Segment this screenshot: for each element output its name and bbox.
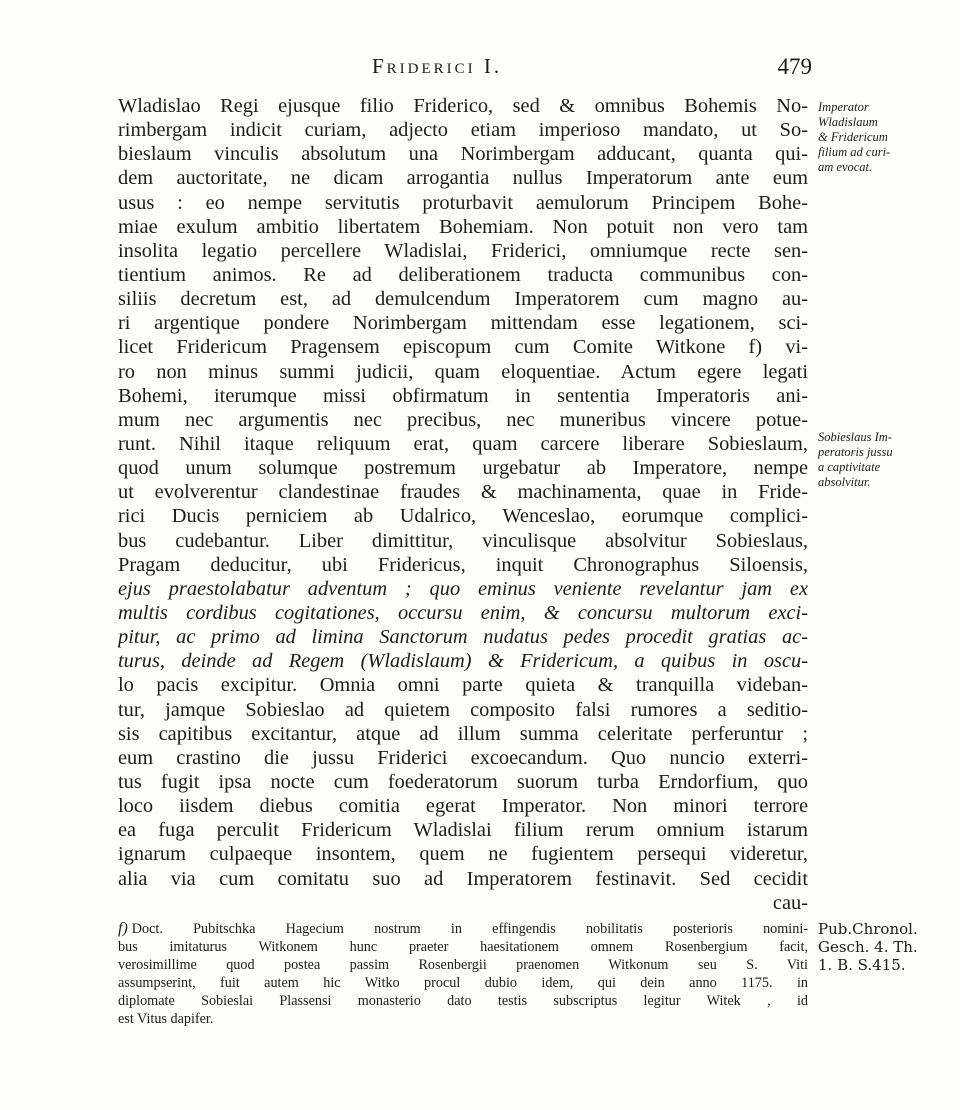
text-line: bus cudebantur. Liber dimittitur, vinculisque absolvitur Sobieslaus, (118, 529, 808, 552)
marginal-note-line: filium ad curi- (818, 145, 891, 159)
marginal-note-imperator (818, 100, 958, 175)
running-title: Friderici I. (372, 54, 503, 78)
footnote-text: Doct. Pubitschka Hagecium nostrum in effingendis nobilitatis posterioris nomini- (131, 921, 808, 937)
text-line: Wladislao Regi ejusque filio Friderico, sed & omnibus Bohemis No- (118, 95, 808, 117)
text-line: loco iisdem diebus comitia egerat Imperator. Non minori terrore (118, 795, 808, 818)
text-line: ignarum culpaeque insontem, quem ne fugientem persequi videretur, (118, 843, 808, 866)
text-line: sis capitibus excitantur, atque ad illum summa celeritate perferuntur ; (118, 722, 808, 745)
footnote-reference (818, 920, 958, 974)
reference-line: 1. B. S.415. (818, 956, 906, 974)
marginal-note-line: absolvitur. (818, 475, 871, 489)
text-line: siliis decretum est, ad demulcendum Imperatorem cum magno au- (118, 288, 808, 311)
text-line: ri argentique pondere Norimbergam mittendam esse legationem, sci- (118, 312, 808, 335)
marginal-note-line: Imperator (818, 100, 869, 114)
text-line: bieslaum vinculis absolutum una Norimbergam adducant, quanta qui- (118, 143, 808, 166)
text-line: rimbergam indicit curiam, adjecto etiam imperioso mandato, ut So- (118, 119, 808, 142)
text-line: tur, jamque Sobieslao ad quietem composito falsi rumores a seditio- (118, 698, 808, 721)
text-line: ejus praestolabatur adventum ; quo eminus veniente revelantur jam ex (118, 577, 808, 600)
text-line: Pragam deducitur, ubi Fridericus, inquit Chronographus Siloensis, (118, 553, 808, 576)
text-line: eum crastino die jussu Friderici excoecandum. Quo nuncio exterri- (118, 746, 808, 769)
footnote-line: verosimillime quod postea passim Rosenbergii praenomen Witkonum seu S. Viti (118, 957, 808, 973)
marginal-note-line: Sobieslaus Im- (818, 430, 892, 444)
main-text (118, 94, 808, 915)
page-number: 479 (777, 54, 812, 79)
footnote (118, 920, 808, 1028)
marginal-note-line: a captivitate (818, 460, 881, 474)
text-line: mum nec argumentis nec precibus, nec muneribus vincere potue- (118, 408, 808, 431)
text-line: miae exulum ambitio libertatem Bohemiam. Non potuit non vero tam (118, 215, 808, 238)
footnote-line: assumpserint, fuit autem hic Witko procul dubio idem, qui dein anno 1175. in (118, 975, 808, 991)
marginal-note-line: & Fridericum (818, 130, 888, 144)
text-line: rici Ducis perniciem ab Udalrico, Wenceslao, eorumque complici- (118, 505, 808, 528)
marginal-note-line: am evocat. (818, 160, 873, 174)
marginal-note-sobieslaus (818, 430, 958, 490)
reference-line: Gesch. 4. Th. (818, 938, 918, 956)
text-line: usus : eo nempe servitutis proturbavit aemulorum Principem Bohe- (118, 191, 808, 214)
text-line: lo pacis excipitur. Omnia omni parte quieta & tranquilla videban- (118, 674, 808, 697)
marginal-note-line: Wladislaum (818, 115, 878, 129)
text-line: multis cordibus cogitationes, occursu enim, & concursu multorum exci- (118, 601, 808, 624)
footnote-line (118, 920, 808, 938)
catchword: cau- (772, 891, 808, 914)
text-line: ro non minus summi judicii, quam eloquentiae. Actum egere legati (118, 360, 808, 383)
page-header (112, 54, 812, 84)
text-line: insolita legatio percellere Wladislai, Friderici, omniumque recte sen- (118, 239, 808, 262)
marginal-note-line: peratoris jussu (818, 445, 893, 459)
text-line: runt. Nihil itaque reliquum erat, quam carcere liberare Sobieslaum, (118, 432, 808, 455)
text-line: alia via cum comitatu suo ad Imperatorem festinavit. Sed cecidit (118, 867, 808, 890)
footnote-line: est Vitus dapifer. (118, 1011, 214, 1027)
text-line: dem auctoritate, ne dicam arrogantia nullus Imperatorum ante eum (118, 167, 808, 190)
text-line: ut evolverentur clandestinae fraudes & machinamenta, quae in Fride- (118, 481, 808, 504)
text-line: pitur, ac primo ad limina Sanctorum nudatus pedes procedit gratias ac- (118, 626, 808, 649)
text-line: tus fugit ipsa nocte cum foederatorum suorum turba Erndorfium, quo (118, 770, 808, 793)
footnote-marker: f) (118, 920, 128, 937)
text-line: turus, deinde ad Regem (Wladislaum) & Fridericum, a quibus in oscu- (118, 650, 808, 673)
text-line: quod unum solumque postremum urgebatur ab Imperatore, nempe (118, 457, 808, 480)
text-line: Bohemi, iterumque missi obfirmatum in sententia Imperatoris ani- (118, 384, 808, 407)
text-line: tientium animos. Re ad deliberationem traducta communibus con- (118, 263, 808, 286)
reference-line: Pub.Chronol. (818, 920, 918, 938)
footnote-line: diplomate Sobieslai Plassensi monasterio dato testis subscriptus legitur Witek , id (118, 993, 808, 1009)
footnote-line: bus imitaturus Witkonem hunc praeter haesitationem omnem Rosenbergium facit, (118, 939, 808, 955)
text-line: ea fuga perculit Fridericum Wladislai filium rerum omnium istarum (118, 819, 808, 842)
text-line: licet Fridericum Pragensem episcopum cum Comite Witkone f) vi- (118, 336, 808, 359)
